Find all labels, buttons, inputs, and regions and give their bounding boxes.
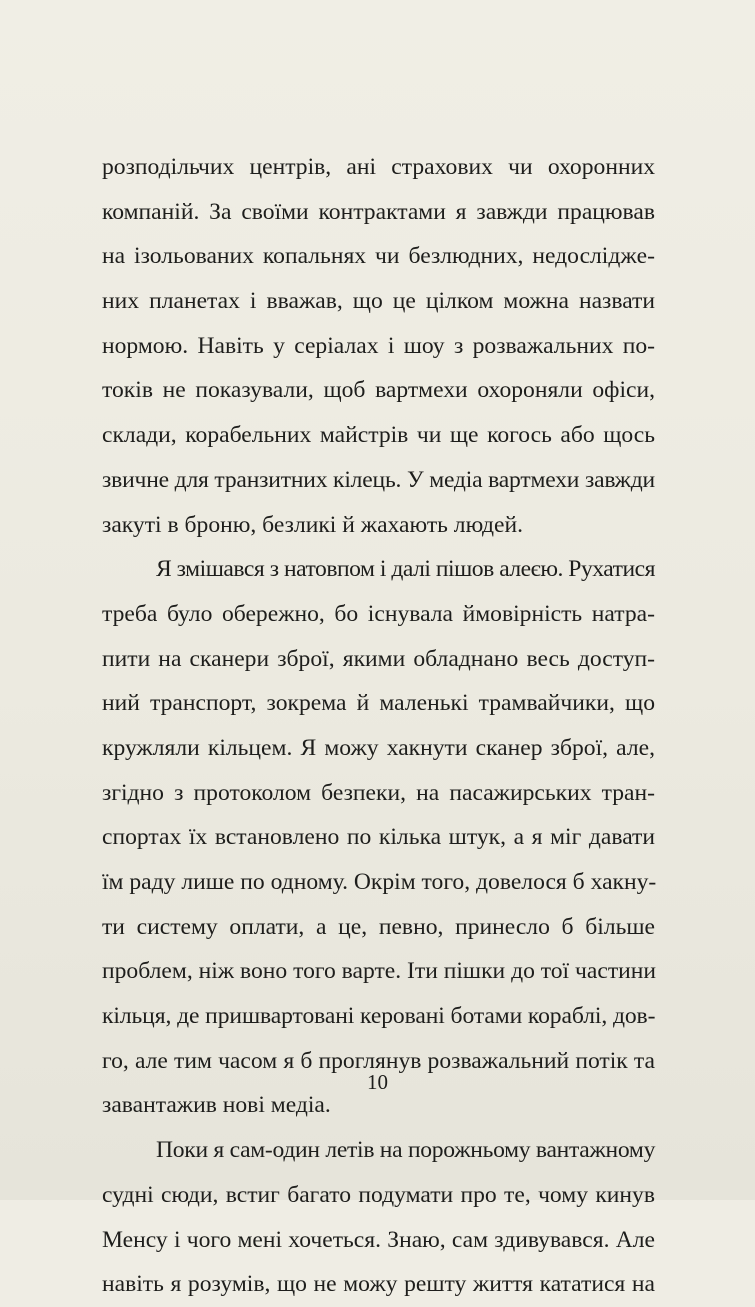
text-line: на ізольованих копальнях чи безлюдних, недосліджe- <box>102 243 655 270</box>
text-line: спортах їх встановлено по кілька штук, а я міг давати <box>102 824 655 851</box>
text-line: пити на сканери зброї, якими обладнано весь доступ- <box>102 645 655 672</box>
body-text <box>102 145 655 1307</box>
text-line: їм раду лише по одному. Окрім того, довелося б хакну- <box>102 869 657 895</box>
text-line: навіть я розумів, що не можу решту життя кататися на <box>102 1271 655 1298</box>
text-line: ти систему оплати, а це, певно, принесло б більше <box>102 913 655 940</box>
text-line: токів не показували, щоб вартмехи охороняли офіси, <box>102 377 655 404</box>
text-line: завантажив нові медіа. <box>102 1092 331 1119</box>
text-line: них планетах і вважав, що це цілком можна назвати <box>102 288 655 315</box>
text-line: закуті в броню, безликі й жахають людей. <box>102 511 524 538</box>
text-line: кружляли кільцем. Я можу хакнути сканер зброї, але, <box>102 734 655 761</box>
text-line: кільця, де пришвартовані керовані ботами кораблі, дов- <box>102 1003 656 1030</box>
page-number: 10 <box>367 1070 388 1094</box>
text-line: розподільчих центрів, ані страхових чи охоронних <box>102 154 655 180</box>
text-line: звичне для транзитних кілець. У медіа вартмехи завжди <box>102 466 655 493</box>
text-line: судні сюди, встиг багато подумати про те, чому кинув <box>102 1181 655 1208</box>
text-line: склади, корабельних майстрів чи ще когось або щось <box>102 422 655 449</box>
text-line: ний транспорт, зокрема й маленькі трамвайчики, що <box>102 690 655 717</box>
text-line: проблем, ніж воно того варте. Іти пішки до тої частини <box>102 958 657 985</box>
text-line: згідно з протоколом безпеки, на пасажирських тран- <box>102 779 655 806</box>
text-line: Менсу і чого мені хочеться. Знаю, сам здивувався. Але <box>102 1226 655 1253</box>
text-line: Поки я сам-один летів на порожньому вантажному <box>156 1137 656 1164</box>
text-line: треба було обережно, бо існувала ймовірність натра- <box>102 600 655 627</box>
text-line: Я змішався з натовпом і далі пішов алеєю. Рухатися <box>156 556 655 583</box>
text-line: го, але тим часом я б проглянув розважальний потік та <box>102 1047 655 1074</box>
text-line: компаній. За своїми контрактами я завжди працював <box>102 198 655 225</box>
text-line: нормою. Навіть у серіалах і шоу з розважальних по- <box>102 332 655 359</box>
